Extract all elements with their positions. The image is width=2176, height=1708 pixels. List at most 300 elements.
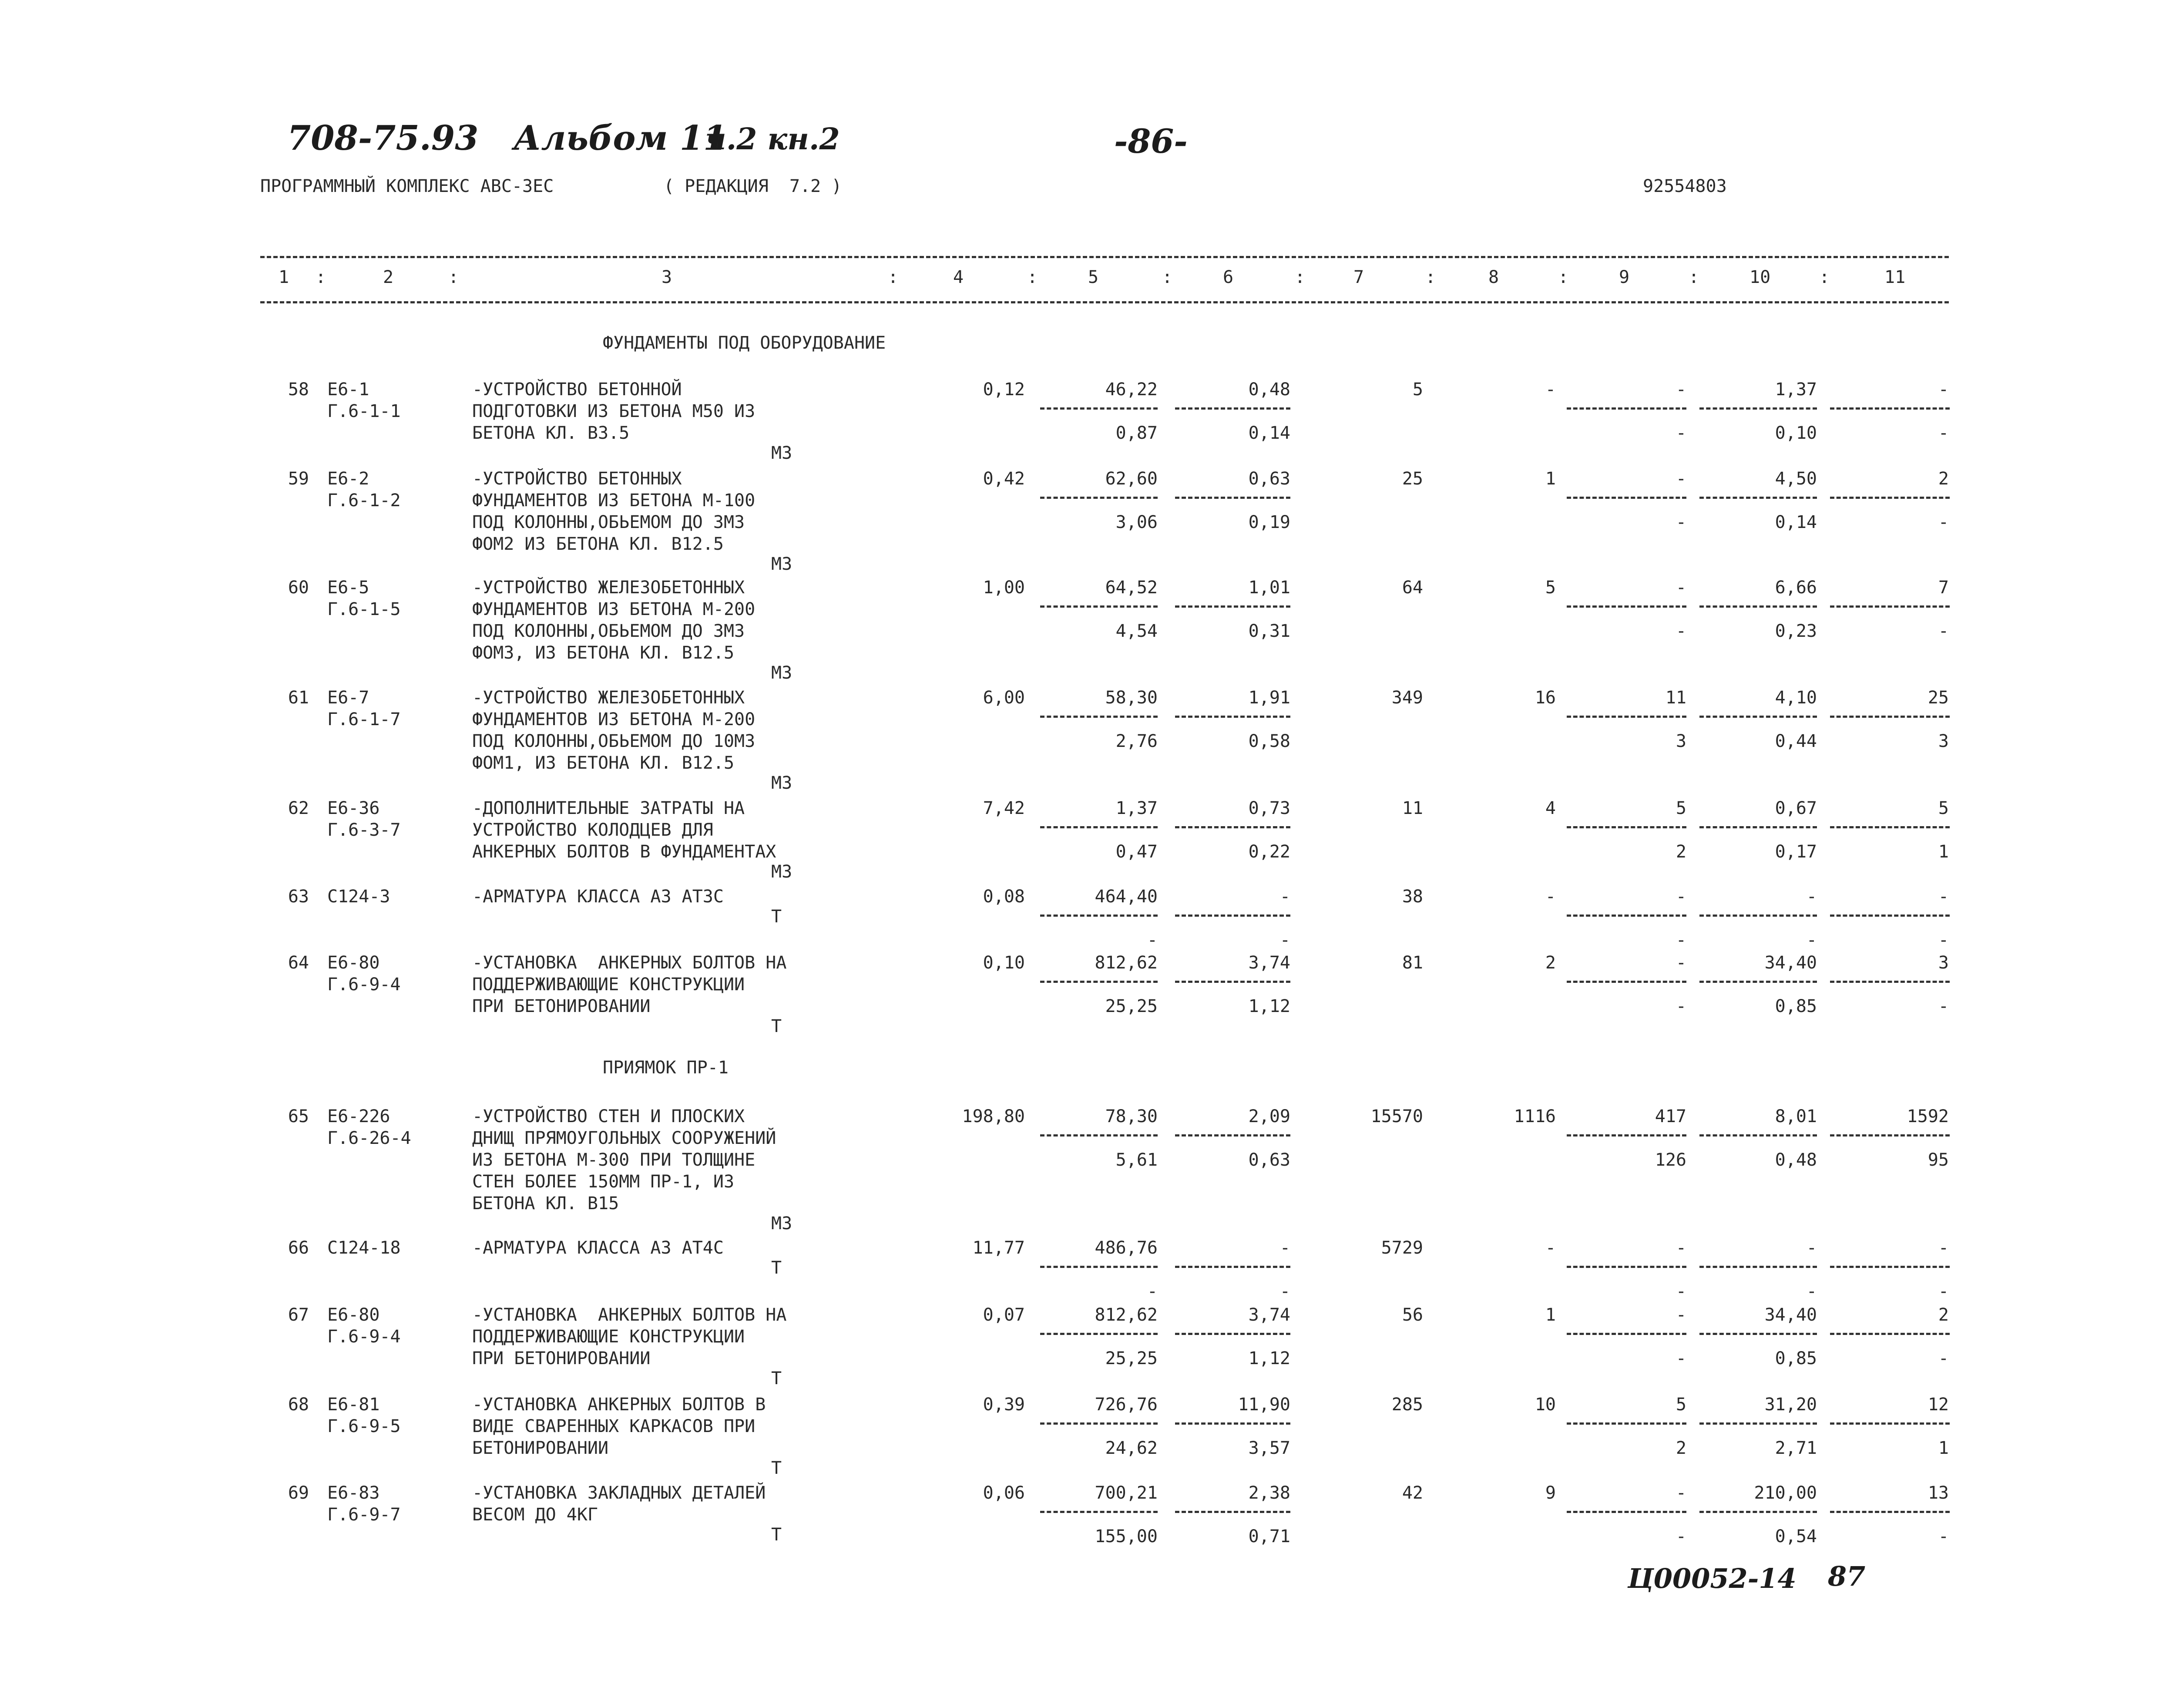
- value-divider: [1699, 915, 1817, 917]
- work-description: ИЗ БЕТОНА М-300 ПРИ ТОЛЩИНЕ: [472, 1150, 756, 1170]
- column-separator: :: [1425, 267, 1436, 287]
- value-divider: [1175, 605, 1290, 608]
- labor-total: -: [1938, 887, 1949, 907]
- machine-cost: 0,73: [1248, 798, 1290, 818]
- row-number: 65: [288, 1106, 309, 1126]
- column-separator: :: [1819, 267, 1830, 287]
- work-description: БЕТОНА КЛ. В15: [472, 1194, 619, 1214]
- value-divider: [1040, 1333, 1158, 1335]
- value-divider: [1040, 605, 1158, 608]
- labor-total: 7: [1938, 578, 1949, 598]
- unit-cost: 58,30: [1105, 688, 1158, 708]
- total-machine-wage: -: [1676, 423, 1686, 443]
- value-divider: [1040, 1422, 1158, 1425]
- total-cost: 349: [1391, 688, 1423, 708]
- labor-machine-unit: 0,85: [1775, 1348, 1817, 1368]
- value-divider: [1175, 716, 1290, 718]
- machine-cost: 11,90: [1238, 1395, 1290, 1415]
- total-cost: 38: [1402, 887, 1423, 907]
- unit-label: М3: [771, 663, 792, 683]
- total-cost: 5: [1412, 380, 1423, 400]
- labor-unit: 34,40: [1764, 1305, 1817, 1325]
- unit-wage: 4,54: [1115, 621, 1158, 641]
- labor-total: 3: [1938, 953, 1949, 973]
- handwritten-album: Альбом 11: [514, 118, 727, 158]
- value-divider: [1567, 981, 1686, 983]
- column-header-11: 11: [1884, 267, 1906, 287]
- total-wage: -: [1545, 380, 1556, 400]
- work-description: ВЕСОМ ДО 4КГ: [472, 1505, 598, 1525]
- total-wage: 1: [1545, 469, 1556, 489]
- column-header-6: 6: [1223, 267, 1234, 287]
- labor-machine-total: -: [1938, 1348, 1949, 1368]
- program-title: ПРОГРАММНЫЙ КОМПЛЕКС АВС-3ЕС: [260, 176, 554, 196]
- value-divider: [1567, 1134, 1686, 1136]
- value-divider: [1830, 1266, 1950, 1268]
- total-cost: 56: [1402, 1305, 1423, 1325]
- rate-code: Е6-36: [327, 798, 380, 818]
- labor-total: 5: [1938, 798, 1949, 818]
- total-machine: 5: [1676, 1395, 1686, 1415]
- reference-code: Г.6-9-4: [327, 1327, 401, 1347]
- row-number: 67: [288, 1305, 309, 1325]
- work-description: УСТРОЙСТВО КОЛОДЦЕВ ДЛЯ: [472, 820, 713, 840]
- handwritten-part: ч.2 кн.2: [705, 122, 840, 157]
- rate-code: Е6-80: [327, 953, 380, 973]
- work-description: БЕТОНА КЛ. В3.5: [472, 423, 630, 443]
- quantity: 1,00: [983, 578, 1025, 598]
- value-divider: [1040, 1134, 1158, 1136]
- total-wage: -: [1545, 1238, 1556, 1258]
- unit-cost: 46,22: [1105, 380, 1158, 400]
- value-divider: [1175, 826, 1290, 828]
- rate-code: Е6-83: [327, 1483, 380, 1503]
- quantity: 0,07: [983, 1305, 1025, 1325]
- total-machine: 11: [1665, 688, 1686, 708]
- work-description: ПРИ БЕТОНИРОВАНИИ: [472, 996, 651, 1016]
- value-divider: [1699, 1266, 1817, 1268]
- total-wage: 5: [1545, 578, 1556, 598]
- labor-machine-total: -: [1938, 621, 1949, 641]
- unit-label: М3: [771, 862, 792, 882]
- labor-machine-total: 1: [1938, 1438, 1949, 1458]
- quantity: 0,12: [983, 380, 1025, 400]
- total-machine: -: [1676, 469, 1686, 489]
- value-divider: [1175, 1333, 1290, 1335]
- quantity: 6,00: [983, 688, 1025, 708]
- rate-code: С124-3: [327, 887, 390, 907]
- labor-machine-unit: 0,14: [1775, 512, 1817, 532]
- work-description: -УСТРОЙСТВО БЕТОННЫХ: [472, 469, 682, 489]
- labor-unit: 210,00: [1754, 1483, 1817, 1503]
- work-description: ФУНДАМЕНТОВ ИЗ БЕТОНА М-200: [472, 709, 756, 730]
- rate-code: Е6-226: [327, 1106, 390, 1126]
- value-divider: [1830, 605, 1950, 608]
- total-wage: 16: [1535, 688, 1556, 708]
- labor-machine-unit: 0,48: [1775, 1150, 1817, 1170]
- work-description: ПОДДЕРЖИВАЮЩИЕ КОНСТРУКЦИИ: [472, 975, 745, 995]
- unit-label: М3: [771, 1214, 792, 1234]
- reference-code: Г.6-1-2: [327, 491, 401, 511]
- machine-wage: 0,22: [1248, 842, 1290, 862]
- work-description: -ДОПОЛНИТЕЛЬНЫЕ ЗАТРАТЫ НА: [472, 798, 745, 818]
- value-divider: [1567, 826, 1686, 828]
- work-description: ФУНДАМЕНТОВ ИЗ БЕТОНА М-200: [472, 599, 756, 619]
- work-description: ПОД КОЛОННЫ,ОБЬЕМОМ ДО 10М3: [472, 731, 756, 751]
- column-header-9: 9: [1619, 267, 1630, 287]
- column-separator: :: [316, 267, 326, 287]
- labor-machine-unit: 0,54: [1775, 1526, 1817, 1547]
- work-description: ПОДДЕРЖИВАЮЩИЕ КОНСТРУКЦИИ: [472, 1327, 745, 1347]
- value-divider: [1830, 1511, 1950, 1513]
- document-number: 92554803: [1643, 176, 1727, 196]
- value-divider: [1567, 915, 1686, 917]
- value-divider: [1699, 605, 1817, 608]
- total-wage: 1: [1545, 1305, 1556, 1325]
- column-header-8: 8: [1488, 267, 1499, 287]
- total-cost: 15570: [1370, 1106, 1423, 1126]
- total-cost: 11: [1402, 798, 1423, 818]
- unit-wage: -: [1147, 1281, 1158, 1301]
- value-divider: [1567, 1422, 1686, 1425]
- work-description: ВИДЕ СВАРЕННЫХ КАРКАСОВ ПРИ: [472, 1416, 756, 1436]
- unit-cost: 700,21: [1095, 1483, 1158, 1503]
- labor-machine-total: 95: [1928, 1150, 1949, 1170]
- unit-label: Т: [771, 1016, 782, 1036]
- column-separator: :: [1162, 267, 1173, 287]
- unit-label: М3: [771, 554, 792, 574]
- total-cost: 81: [1402, 953, 1423, 973]
- value-divider: [1699, 1511, 1817, 1513]
- total-machine-wage: -: [1676, 621, 1686, 641]
- work-description: -УСТАНОВКА АНКЕРНЫХ БОЛТОВ НА: [472, 953, 787, 973]
- handwritten-page: 87: [1828, 1560, 1866, 1592]
- labor-total: 13: [1928, 1483, 1949, 1503]
- total-machine-wage: -: [1676, 1348, 1686, 1368]
- rate-code: Е6-5: [327, 578, 369, 598]
- value-divider: [1830, 915, 1950, 917]
- labor-machine-unit: 0,85: [1775, 996, 1817, 1016]
- labor-unit: 1,37: [1775, 380, 1817, 400]
- value-divider: [1175, 981, 1290, 983]
- value-divider: [1830, 407, 1950, 410]
- machine-wage: 0,31: [1248, 621, 1290, 641]
- value-divider: [1175, 497, 1290, 499]
- handwritten-stamp: Ц00052-14: [1628, 1563, 1797, 1594]
- total-machine: -: [1676, 1483, 1686, 1503]
- unit-wage: 0,87: [1115, 423, 1158, 443]
- unit-wage: 2,76: [1115, 731, 1158, 751]
- row-number: 64: [288, 953, 309, 973]
- total-cost: 285: [1391, 1395, 1423, 1415]
- value-divider: [1040, 716, 1158, 718]
- unit-cost: 726,76: [1095, 1395, 1158, 1415]
- unit-wage: 25,25: [1105, 1348, 1158, 1368]
- machine-wage: -: [1279, 1281, 1290, 1301]
- unit-wage: 3,06: [1115, 512, 1158, 532]
- unit-wage: 24,62: [1105, 1438, 1158, 1458]
- labor-unit: 8,01: [1775, 1106, 1817, 1126]
- unit-label: Т: [771, 1525, 782, 1545]
- unit-cost: 62,60: [1105, 469, 1158, 489]
- quantity: 11,77: [972, 1238, 1025, 1258]
- value-divider: [1040, 915, 1158, 917]
- total-wage: 1116: [1514, 1106, 1556, 1126]
- labor-unit: 4,10: [1775, 688, 1817, 708]
- unit-cost: 464,40: [1095, 887, 1158, 907]
- work-description: ПОД КОЛОННЫ,ОБЬЕМОМ ДО 3М3: [472, 621, 745, 641]
- labor-machine-total: -: [1938, 423, 1949, 443]
- unit-label: Т: [771, 1258, 782, 1278]
- unit-cost: 1,37: [1115, 798, 1158, 818]
- total-machine: 5: [1676, 798, 1686, 818]
- value-divider: [1567, 716, 1686, 718]
- quantity: 0,10: [983, 953, 1025, 973]
- value-divider: [1040, 497, 1158, 499]
- total-wage: 10: [1535, 1395, 1556, 1415]
- value-divider: [1830, 1333, 1950, 1335]
- value-divider: [1699, 407, 1817, 410]
- total-wage: -: [1545, 887, 1556, 907]
- value-divider: [1567, 497, 1686, 499]
- section-title: ПРИЯМОК ПР-1: [603, 1058, 729, 1078]
- work-description: -УСТАНОВКА АНКЕРНЫХ БОЛТОВ НА: [472, 1305, 787, 1325]
- value-divider: [1040, 407, 1158, 410]
- value-divider: [1699, 497, 1817, 499]
- labor-total: 1592: [1907, 1106, 1949, 1126]
- unit-cost: 486,76: [1095, 1238, 1158, 1258]
- machine-wage: 0,58: [1248, 731, 1290, 751]
- unit-wage: 5,61: [1115, 1150, 1158, 1170]
- value-divider: [1040, 981, 1158, 983]
- total-machine-wage: -: [1676, 1526, 1686, 1547]
- unit-label: Т: [771, 1368, 782, 1389]
- work-description: СТЕН БОЛЕЕ 150ММ ПР-1, ИЗ: [472, 1172, 735, 1192]
- unit-label: Т: [771, 1458, 782, 1478]
- unit-wage: -: [1147, 930, 1158, 950]
- labor-machine-total: -: [1938, 1526, 1949, 1547]
- labor-unit: 0,67: [1775, 798, 1817, 818]
- labor-machine-total: -: [1938, 930, 1949, 950]
- total-machine: -: [1676, 380, 1686, 400]
- row-number: 68: [288, 1395, 309, 1415]
- labor-total: -: [1938, 1238, 1949, 1258]
- column-header-3: 3: [662, 267, 672, 287]
- work-description: ФОМ1, ИЗ БЕТОНА КЛ. В12.5: [472, 753, 735, 773]
- unit-cost: 812,62: [1095, 1305, 1158, 1325]
- total-wage: 9: [1545, 1483, 1556, 1503]
- column-separator: :: [1295, 267, 1306, 287]
- labor-machine-unit: 0,23: [1775, 621, 1817, 641]
- row-number: 69: [288, 1483, 309, 1503]
- work-description: ФУНДАМЕНТОВ ИЗ БЕТОНА М-100: [472, 491, 756, 511]
- labor-machine-unit: 0,17: [1775, 842, 1817, 862]
- value-divider: [1830, 1134, 1950, 1136]
- labor-machine-total: -: [1938, 996, 1949, 1016]
- work-description: ПОД КОЛОННЫ,ОБЬЕМОМ ДО 3М3: [472, 512, 745, 532]
- labor-total: -: [1938, 380, 1949, 400]
- value-divider: [1830, 826, 1950, 828]
- value-divider: [1699, 826, 1817, 828]
- row-number: 63: [288, 887, 309, 907]
- total-machine-wage: 2: [1676, 842, 1686, 862]
- rate-code: С124-18: [327, 1238, 401, 1258]
- total-machine: -: [1676, 887, 1686, 907]
- work-description: -УСТРОЙСТВО ЖЕЛЕЗОБЕТОННЫХ: [472, 578, 745, 598]
- labor-unit: 34,40: [1764, 953, 1817, 973]
- reference-code: Г.6-9-7: [327, 1505, 401, 1525]
- machine-wage: 0,14: [1248, 423, 1290, 443]
- value-divider: [1830, 981, 1950, 983]
- total-cost: 64: [1402, 578, 1423, 598]
- labor-machine-total: -: [1938, 1281, 1949, 1301]
- labor-machine-total: 3: [1938, 731, 1949, 751]
- column-separator: :: [1689, 267, 1699, 287]
- labor-total: 2: [1938, 469, 1949, 489]
- reference-code: Г.6-9-4: [327, 975, 401, 995]
- labor-unit: 4,50: [1775, 469, 1817, 489]
- row-number: 66: [288, 1238, 309, 1258]
- value-divider: [1175, 1511, 1290, 1513]
- work-description: ФОМ2 ИЗ БЕТОНА КЛ. В12.5: [472, 534, 724, 554]
- total-wage: 2: [1545, 953, 1556, 973]
- total-machine-wage: -: [1676, 1281, 1686, 1301]
- total-machine: -: [1676, 578, 1686, 598]
- column-separator: :: [1558, 267, 1569, 287]
- row-number: 59: [288, 469, 309, 489]
- reference-code: Г.6-9-5: [327, 1416, 401, 1436]
- rate-code: Е6-1: [327, 380, 369, 400]
- value-divider: [1830, 497, 1950, 499]
- work-description: -УСТРОЙСТВО БЕТОННОЙ: [472, 380, 682, 400]
- quantity: 0,08: [983, 887, 1025, 907]
- labor-unit: -: [1806, 887, 1817, 907]
- total-machine: -: [1676, 953, 1686, 973]
- machine-wage: 0,63: [1248, 1150, 1290, 1170]
- labor-machine-unit: 0,10: [1775, 423, 1817, 443]
- labor-unit: 31,20: [1764, 1395, 1817, 1415]
- unit-label: Т: [771, 907, 782, 927]
- value-divider: [1699, 1134, 1817, 1136]
- labor-total: 2: [1938, 1305, 1949, 1325]
- column-separator: :: [888, 267, 899, 287]
- quantity: 0,06: [983, 1483, 1025, 1503]
- total-machine-wage: 126: [1655, 1150, 1686, 1170]
- value-divider: [1567, 1333, 1686, 1335]
- value-divider: [1567, 605, 1686, 608]
- row-number: 60: [288, 578, 309, 598]
- value-divider: [1830, 1422, 1950, 1425]
- total-machine-wage: 3: [1676, 731, 1686, 751]
- rate-code: Е6-2: [327, 469, 369, 489]
- unit-wage: 155,00: [1095, 1526, 1158, 1547]
- labor-total: 25: [1928, 688, 1949, 708]
- row-number: 61: [288, 688, 309, 708]
- value-divider: [1040, 1266, 1158, 1268]
- column-separator: :: [1027, 267, 1038, 287]
- value-divider: [1567, 407, 1686, 410]
- total-machine-wage: -: [1676, 512, 1686, 532]
- machine-cost: 2,38: [1248, 1483, 1290, 1503]
- work-description: -АРМАТУРА КЛАССА А3 АТ3С: [472, 887, 724, 907]
- labor-unit: -: [1806, 1238, 1817, 1258]
- unit-label: М3: [771, 773, 792, 793]
- work-description: БЕТОНИРОВАНИИ: [472, 1438, 609, 1458]
- column-header-7: 7: [1353, 267, 1364, 287]
- unit-wage: 0,47: [1115, 842, 1158, 862]
- page-number: -86-: [1114, 122, 1188, 161]
- column-separator: :: [448, 267, 459, 287]
- handwritten-code: 708-75.93: [287, 118, 479, 158]
- machine-wage: 1,12: [1248, 1348, 1290, 1368]
- value-divider: [1699, 716, 1817, 718]
- labor-machine-unit: 0,44: [1775, 731, 1817, 751]
- machine-cost: 3,74: [1248, 1305, 1290, 1325]
- column-header-1: 1: [279, 267, 289, 287]
- value-divider: [1175, 915, 1290, 917]
- labor-machine-total: 1: [1938, 842, 1949, 862]
- section-title: ФУНДАМЕНТЫ ПОД ОБОРУДОВАНИЕ: [603, 333, 886, 353]
- value-divider: [1567, 1511, 1686, 1513]
- rate-code: Е6-80: [327, 1305, 380, 1325]
- unit-cost: 812,62: [1095, 953, 1158, 973]
- unit-label: М3: [771, 443, 792, 463]
- machine-wage: 0,71: [1248, 1526, 1290, 1547]
- quantity: 7,42: [983, 798, 1025, 818]
- machine-wage: 0,19: [1248, 512, 1290, 532]
- total-wage: 4: [1545, 798, 1556, 818]
- header-rule-top: [260, 256, 1949, 258]
- machine-cost: -: [1279, 887, 1290, 907]
- machine-cost: 3,74: [1248, 953, 1290, 973]
- value-divider: [1699, 1333, 1817, 1335]
- column-header-5: 5: [1088, 267, 1099, 287]
- labor-machine-unit: 2,71: [1775, 1438, 1817, 1458]
- machine-cost: 0,48: [1248, 380, 1290, 400]
- work-description: -УСТРОЙСТВО СТЕН И ПЛОСКИХ: [472, 1106, 745, 1126]
- quantity: 0,42: [983, 469, 1025, 489]
- column-header-4: 4: [953, 267, 964, 287]
- total-machine: 417: [1655, 1106, 1686, 1126]
- total-machine: -: [1676, 1238, 1686, 1258]
- reference-code: Г.6-26-4: [327, 1128, 411, 1148]
- unit-cost: 64,52: [1105, 578, 1158, 598]
- work-description: ПРИ БЕТОНИРОВАНИИ: [472, 1348, 651, 1368]
- value-divider: [1040, 1511, 1158, 1513]
- unit-wage: 25,25: [1105, 996, 1158, 1016]
- edition-label: ( РЕДАКЦИЯ 7.2 ): [664, 176, 842, 196]
- total-machine: -: [1676, 1305, 1686, 1325]
- machine-cost: -: [1279, 1238, 1290, 1258]
- quantity: 198,80: [962, 1106, 1025, 1126]
- value-divider: [1699, 981, 1817, 983]
- machine-wage: 3,57: [1248, 1438, 1290, 1458]
- value-divider: [1567, 1266, 1686, 1268]
- labor-machine-unit: -: [1806, 930, 1817, 950]
- total-machine-wage: -: [1676, 930, 1686, 950]
- total-machine-wage: -: [1676, 996, 1686, 1016]
- reference-code: Г.6-1-1: [327, 401, 401, 421]
- machine-wage: -: [1279, 930, 1290, 950]
- total-cost: 25: [1402, 469, 1423, 489]
- work-description: ДНИЩ ПРЯМОУГОЛЬНЫХ СООРУЖЕНИЙ: [472, 1128, 776, 1148]
- work-description: -УСТРОЙСТВО ЖЕЛЕЗОБЕТОННЫХ: [472, 688, 745, 708]
- labor-machine-unit: -: [1806, 1281, 1817, 1301]
- row-number: 58: [288, 380, 309, 400]
- machine-cost: 1,91: [1248, 688, 1290, 708]
- labor-machine-total: -: [1938, 512, 1949, 532]
- total-cost: 5729: [1381, 1238, 1423, 1258]
